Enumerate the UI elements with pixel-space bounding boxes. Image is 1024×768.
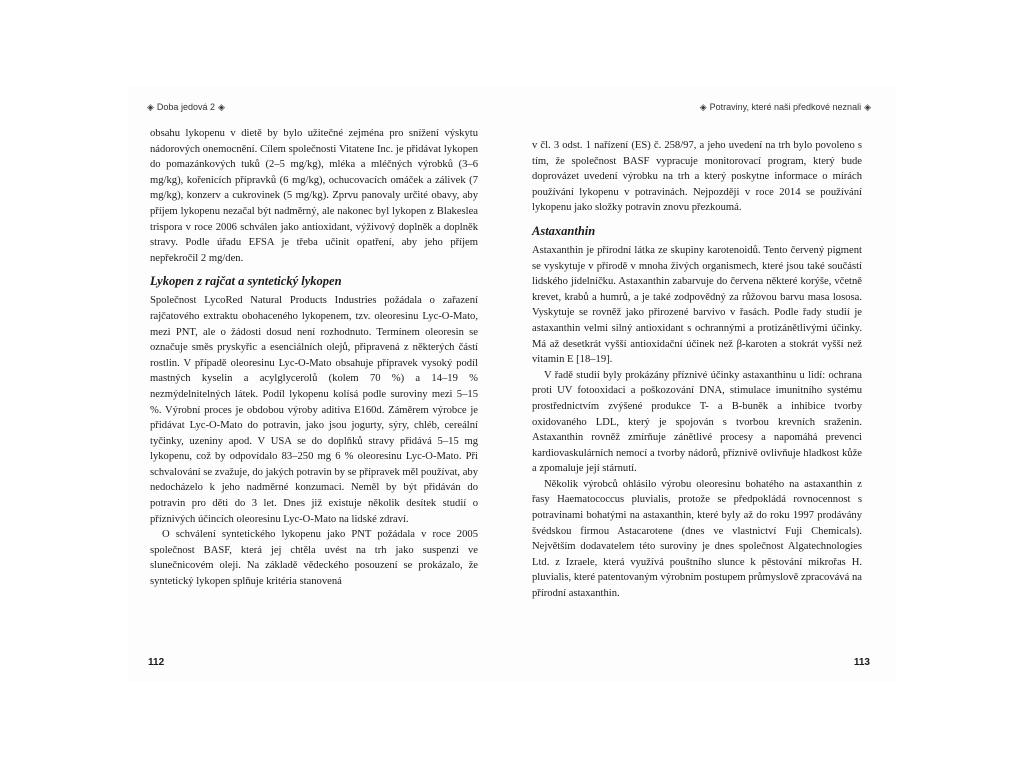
section-heading: Lykopen z rajčat a syntetický lykopen — [150, 274, 342, 289]
paragraph: Několik výrobců ohlásilo výrobu oleoresinu bohatého na astaxanthin z řasy Haematococcus pluvialis, protože se předpokládá rovnocennost s potravinami bohatými na astaxanthin, které byly až do roku 1997 prodávány švédskou firmou Astacarotene (dnes ve vlastnictví Fuji Chemicals). Největším dodavatelem této suroviny je dnes společnost Algatechnologies Ltd. z Izraele, která využívá pouštního slunce k pěstování mikrořas H. pluvialis, které patentovaným výrobním postupem průmyslově zpracovává na přírodní astaxanthin. — [532, 478, 862, 600]
paragraph: Společnost LycoRed Natural Products Industries požádala o zařazení rajčatového extraktu obohaceného lykopenem, tzv. oleoresinu Lyc-O-Mato, mezi PNT, ale o žádosti dosud není rozhodnuto. Termínem oleoresin se označuje směs pryskyřic a esenciálních olejů, připravená z některých částí rostlin. V případě oleoresinu Lyc-O-Mato obsahuje přípravek vysoký podíl mastných kyselin a acylglycerolů (kolem 70 %) a 14–19 % nezmýdelnitelných látek. Podíl lykopenu kolísá podle suroviny mezi 5–15 %. Výrobní proces je obdobou výroby aditiva E160d. Záměrem výrobce je přidávat Lyc-O-Mato do potravin, jako jsou jogurty, sýry, chléb, cereální tyčinky, uzeniny apod. V USA se do doplňků stravy přidává 5–15 mg lykopenu, což by odpovídalo 83–250 mg 6 % oleoresinu Lyc-O-Mato. Při schvalování se zvažuje, do jakých potravin by se přípravek měl používat, aby nedocházelo k jeho nadměrné konzumaci. Neměl by být přidáván do potravin pro děti do 3 let. Dnes již existuje několik desítek studií o příznivých účincích oleoresinu Lyc-O-Mato na lidské zdraví. — [150, 295, 479, 525]
running-head-right-text: Potraviny, které naši předkové neznali — [709, 102, 862, 112]
running-head-left-text: Doba jedová 2 — [156, 102, 215, 112]
right-page — [512, 86, 896, 682]
paragraph: obsahu lykopenu v dietě by bylo užitečné zejména pro snížení výskytu nádorových onemocnění. Cílem společnosti Vitatene Inc. je přidávat lykopen do pomazánkových tuků (2–5 mg/kg), mléka a mléčných výrobků (3–6 mg/kg), kořenicích přípravků (6 mg/kg), ochucovacích omáček a zálivek (7 mg/kg), konzerv a cukrovinek (5 mg/kg). Zprvu panovaly určité obavy, aby příjem lykopenu nezačal být nadměrný, ale nakonec byl lykopen z Blakeslea trispora v roce 2006 schválen jako antioxidant, výživový doplněk a doplněk stravy. Podle úřadu EFSA je třeba učinit opatření, aby jeho příjem nepřekročil 2 mg/den. — [150, 128, 478, 264]
diamond-icon: ◈ — [864, 102, 871, 112]
running-head-left — [144, 102, 228, 113]
running-head-right — [697, 102, 874, 113]
page-number-right: 113 — [853, 657, 870, 668]
section-heading: Astaxanthin — [532, 223, 596, 238]
paragraph: V řadě studií byly prokázány příznivé účinky astaxanthinu u lidí: ochrana proti UV fotooxidaci a poškozování DNA, stimulace imunitního systému prostřednictvím zvýšené produkce T- a B-buněk a inhibice tvorby oxidovaného LDL, který je spojován s tvorbou krevních sraženin. Astaxanthin rovněž zmírňuje zánětlivé procesy a napomáhá prevenci kardiovaskulárních nemocí a tvorby nádorů, příznivě ovlivňuje hladkost kůže a zpomaluje její stárnutí. — [532, 369, 862, 475]
book-spread — [128, 86, 896, 682]
paragraph: v čl. 3 odst. 1 nařízení (ES) č. 258/97, a jeho uvedení na trh bylo povoleno s tím, že společnost BASF vypracuje monitorovací program, který bude doprovázet uvedení výrobku na trh a který poskytne informace o mírách používání lykopenu v potravinách. Nejpozději v roce 2014 se používání lykopenu jako složky potravin znovu přezkoumá. — [532, 140, 862, 214]
paragraph: Astaxanthin je přírodní látka ze skupiny karotenoidů. Tento červený pigment se vyskytuje v přírodě v mnoha živých organismech, které jsou také součástí lidského jídelníčku. Astaxanthin zabarvuje do červena některé korýše, včetně krevet, krabů a humrů, a je také zodpovědný za růžovou barvu masa lososa. Vyskytuje se rovněž jako přirozené barvivo v řasách. Podle řady studií je astaxanthin velmi silný antioxidant s ochrannými a protizánětlivými účinky. Má až desetkrát vyšší antioxidační účinek než β-karoten a stokrát vyšší než vitamin E [18–19]. — [532, 244, 862, 366]
diamond-icon: ◈ — [699, 102, 707, 112]
page-number-left: 112 — [148, 657, 165, 668]
right-body-text — [532, 138, 862, 602]
diamond-icon: ◈ — [147, 102, 154, 112]
left-body-text — [150, 126, 478, 590]
diamond-icon: ◈ — [217, 102, 225, 112]
left-page — [128, 86, 512, 682]
paragraph: O schválení syntetického lykopenu jako PNT požádala v roce 2005 společnost BASF, která jej chtěla uvést na trh jako suspenzi ve slunečnicovém oleji. Na základě vědeckého posouzení se prokázalo, že syntetický lykopen splňuje kritéria stanovená — [150, 529, 478, 588]
